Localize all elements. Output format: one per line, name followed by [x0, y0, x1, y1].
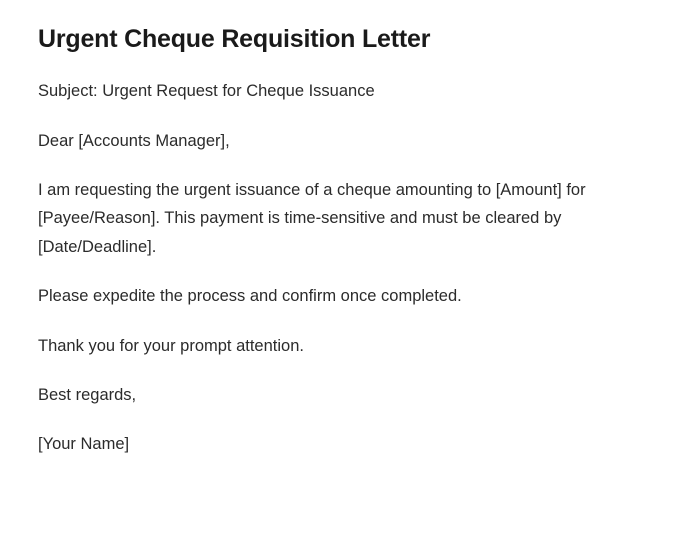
page-title: Urgent Cheque Requisition Letter — [38, 25, 431, 53]
subject-line: Subject: Urgent Request for Cheque Issuance — [38, 82, 375, 101]
body-paragraph-2: Please expedite the process and confirm once completed. — [38, 287, 462, 306]
closing: Best regards, — [38, 385, 137, 404]
body-paragraph-3: Thank you for your prompt attention. — [38, 336, 304, 355]
signature-name: [Your Name] — [38, 435, 130, 454]
body-paragraph-1: I am requesting the urgent issuance of a cheque amounting to [Amount] for [Payee/Reason]. This payment is time-sensitive and must be cleared by [Date/Deadline]. — [38, 181, 586, 256]
salutation: Dear [Accounts Manager], — [38, 131, 230, 150]
